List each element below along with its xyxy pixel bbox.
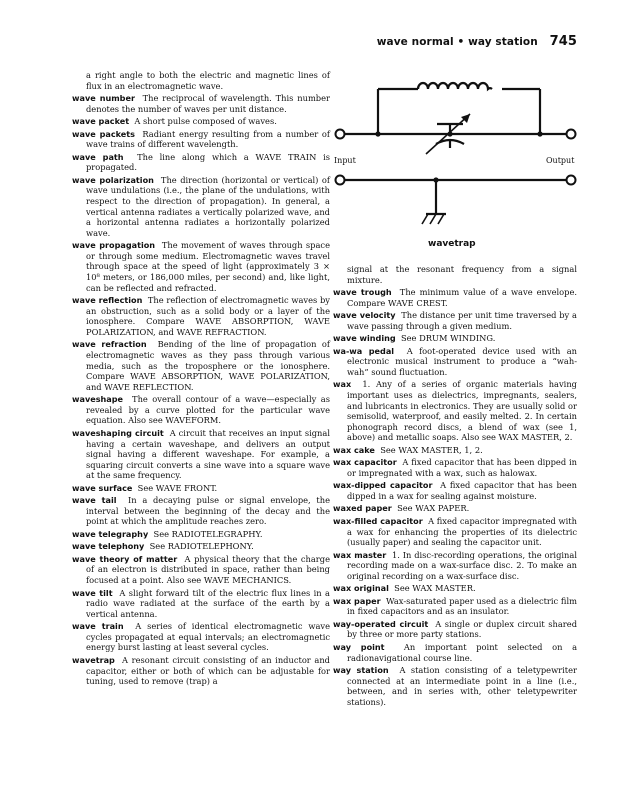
entry-definition: See WAVE FRONT. xyxy=(137,482,218,493)
figure-caption: wavetrap xyxy=(428,239,476,249)
glossary-entry xyxy=(72,175,330,239)
entry-term: wave velocity xyxy=(333,310,396,321)
glossary-entry xyxy=(333,264,577,285)
entry-term: wax-dipped capacitor xyxy=(333,480,433,491)
glossary-entry xyxy=(333,333,577,344)
entry-definition: The reciprocal of wavelength. This number denotes the number of waves per unit distance. xyxy=(86,93,330,114)
glossary-entry xyxy=(72,295,330,337)
glossary-entry xyxy=(333,583,577,594)
glossary-entry xyxy=(72,588,330,620)
entry-definition: 1. In disc-recording operations, the original recording made on a wax-surface disc. 2. To make an original recording on a wax-surface disc. xyxy=(347,549,577,581)
glossary-entry xyxy=(333,457,577,478)
entry-definition: A single or duplex circuit shared by three or more party stations. xyxy=(347,618,577,640)
entry-term: wave number xyxy=(72,93,135,104)
glossary-entry xyxy=(333,619,577,640)
left-column xyxy=(72,70,330,689)
entry-term: way-operated circuit xyxy=(333,618,429,629)
glossary-entry xyxy=(72,70,330,91)
glossary-entry xyxy=(333,516,577,548)
entry-definition: An important point selected on a radionavigational course line. xyxy=(347,641,578,663)
entry-definition: A station consisting of a teletypewriter connected at an intermediate point in a line (i.e., between, and in series with, other teletypewriter stations). xyxy=(347,665,578,707)
glossary-entry xyxy=(72,554,330,586)
entry-definition: A short pulse composed of waves. xyxy=(134,116,277,127)
entry-definition: See RADIOTELEGRAPHY. xyxy=(153,528,263,539)
junction-dot xyxy=(447,131,452,136)
entry-definition: The direction (horizontal or vertical) of wave undulations (i.e., the plane of the undulations, with respect to the direction of propagation). In general, a vertical antenna radiates a vertically polarized wave, and a horizontal antenna radiates a horizontally polarized wave. xyxy=(86,174,330,238)
header-title: wave normal • way station xyxy=(376,36,538,48)
entry-term: wax-filled capacitor xyxy=(333,515,423,526)
entry-term: wax cake xyxy=(333,444,375,455)
glossary-entry xyxy=(72,428,330,481)
glossary-entry xyxy=(333,310,577,331)
glossary-entry xyxy=(333,596,577,617)
entry-definition: See WAX MASTER, 1, 2. xyxy=(380,444,483,455)
entry-term: wax xyxy=(333,379,352,390)
glossary-entry xyxy=(72,655,330,687)
entry-definition: The overall contour of a wave—especially as revealed by a curve plotted for the particular wave equation. Also see WAVEFORM. xyxy=(86,394,331,426)
output-terminal-top xyxy=(567,130,576,139)
entry-term: wave packet xyxy=(72,116,130,127)
glossary-entry xyxy=(333,379,577,443)
entry-definition: A physical theory that the charge of an electron is distributed in space, rather than being focused at a point. Also see WAVE MECHANICS. xyxy=(86,553,330,586)
entry-term: wavetrap xyxy=(72,654,115,665)
glossary-entry xyxy=(72,394,330,426)
glossary-entry xyxy=(72,93,330,114)
entry-term: wave theory of matter xyxy=(72,553,178,564)
entry-term: wave surface xyxy=(72,482,133,493)
glossary-entry xyxy=(72,339,330,392)
entry-definition: signal at the resonant frequency from a signal mixture. xyxy=(347,264,577,285)
entry-definition: See WAX MASTER. xyxy=(394,583,476,594)
figure-output-label: Output xyxy=(546,156,575,165)
entry-definition: A fixed capacitor that has been dipped in or impregnated with a wax, such as halowax. xyxy=(347,457,577,478)
entry-definition: Bending of the line of propagation of electromagnetic waves as they pass through various media, such as the troposphere or the ionosphere. Compare WAVE ABSORPTION, WAVE POLARIZATION, and WAVE REFLECTION. xyxy=(86,339,330,392)
junction-dot xyxy=(375,131,380,136)
entry-definition: Radiant energy resulting from a number of wave trains of different wavelength. xyxy=(86,128,330,150)
entry-term: wax original xyxy=(333,583,389,594)
entry-term: wave winding xyxy=(333,333,396,344)
entry-term: way station xyxy=(333,665,389,676)
entry-term: wave trough xyxy=(333,287,392,298)
entry-definition: The movement of waves through space or through some medium. Electromagnetic waves travel through space at the speed of light (approximately 3 × 10⁸ meters, or 186,000 miles, per second) and, like light, can be reflected and refracted. xyxy=(86,240,330,293)
entry-term: wave polarization xyxy=(72,174,154,185)
entry-term: wave tilt xyxy=(72,587,113,598)
entry-term: waxed paper xyxy=(333,503,392,514)
running-header xyxy=(377,34,577,49)
entry-term: wave reflection xyxy=(72,295,143,306)
entry-definition: a right angle to both the electric and magnetic lines of flux in an electromagnetic wave. xyxy=(86,70,330,91)
entry-definition: A series of identical electromagnetic wave cycles propagated at equal intervals; an electromagnetic energy burst lasting at least several cycles. xyxy=(86,621,331,653)
entry-term: wa-wa pedal xyxy=(333,345,395,356)
glossary-entry xyxy=(333,642,577,663)
wavetrap-schematic xyxy=(330,66,580,256)
entry-definition: A resonant circuit consisting of an inductor and capacitor, either or both of which can be adjustable for tuning, used to remove (trap) a xyxy=(86,654,330,687)
entry-definition: The minimum value of a wave envelope. Compare WAVE CREST. xyxy=(347,287,578,308)
entry-term: wave tail xyxy=(72,495,117,506)
glossary-entry xyxy=(72,541,330,552)
output-terminal-bottom xyxy=(567,176,576,185)
glossary-entry xyxy=(333,665,577,707)
entry-definition: In a decaying pulse or signal envelope, the interval between the beginning of the decay and the point at which the amplitude reaches zero. xyxy=(86,495,331,527)
entry-definition: The distance per unit time traversed by a wave passing through a given medium. xyxy=(347,310,578,331)
glossary-entry xyxy=(333,346,577,378)
entry-definition: A fixed capacitor impregnated with a wax for enhancing the properties of its dielectric (usually paper) and sealing the capacitor unit. xyxy=(347,515,577,548)
entry-term: wave path xyxy=(72,151,124,162)
glossary-entry xyxy=(72,129,330,150)
junction-dot xyxy=(537,131,542,136)
glossary-entry xyxy=(72,116,330,127)
input-terminal-bottom xyxy=(336,176,345,185)
entry-definition: 1. Any of a series of organic materials having important uses as dielectrics, impregnants, sealers, and lubricants in electronics. They are usually solid or semisolid, waterproof, and easily melted. 2. In certain phonograph record discs, a blend of wax (see 1, above) and metallic soaps. Also see WAX MASTER, 2. xyxy=(347,379,577,443)
entry-definition: The reflection of electromagnetic waves by an obstruction, such as a solid body or a layer of the ionosphere. Compare WAVE ABSORPTION, WAVE POLARIZATION, and WAVE REFRACTION. xyxy=(86,295,330,337)
entry-term: wax paper xyxy=(333,595,381,606)
figure-input-label: Input xyxy=(334,156,356,165)
junction-dot xyxy=(433,177,438,182)
entry-term: wave telephony xyxy=(72,541,145,552)
entry-term: wave propagation xyxy=(72,240,156,251)
entry-definition: See WAX PAPER. xyxy=(397,503,470,514)
page-number: 745 xyxy=(549,34,577,49)
glossary-entry xyxy=(333,480,577,501)
entry-term: waveshape xyxy=(72,394,124,405)
glossary-entry xyxy=(72,529,330,540)
entry-term: waveshaping circuit xyxy=(72,427,164,438)
entry-term: wave refraction xyxy=(72,339,147,350)
entry-term: wave train xyxy=(72,621,124,632)
entry-term: way point xyxy=(333,641,385,652)
entry-definition: See RADIOTELEPHONY. xyxy=(149,541,254,552)
input-terminal-top xyxy=(336,130,345,139)
entry-definition: A foot-operated device used with an electronic musical instrument to produce a “wah-wah” sound fluctuation. xyxy=(347,345,577,377)
entry-definition: A fixed capacitor that has been dipped in a wax for sealing against moisture. xyxy=(347,480,577,501)
entry-term: wave telegraphy xyxy=(72,528,149,539)
glossary-entry xyxy=(333,503,577,514)
entry-definition: A circuit that receives an input signal having a certain waveshape, and delivers an output signal having a different waveshape. For example, a squaring circuit converts a sine wave into a square wave at the same frequency. xyxy=(86,427,331,481)
glossary-entry xyxy=(72,152,330,173)
entry-term: wave packets xyxy=(72,128,135,139)
inductor-coil xyxy=(418,83,492,89)
entry-definition: A slight forward tilt of the electric flux lines in a radio wave radiated at the surface of the earth by a vertical antenna. xyxy=(86,587,330,619)
glossary-entry xyxy=(333,550,577,582)
glossary-entry xyxy=(333,445,577,456)
entry-definition: See DRUM WINDING. xyxy=(400,333,496,344)
glossary-entry xyxy=(333,287,577,308)
entry-term: wax capacitor xyxy=(333,457,397,468)
entry-definition: The line along which a WAVE TRAIN is propagated. xyxy=(86,151,330,173)
entry-definition: Wax-saturated paper used as a dielectric film in fixed capacitors and as an insulator. xyxy=(347,595,577,617)
glossary-entry xyxy=(72,495,330,527)
entry-term: wax master xyxy=(333,549,387,560)
right-column xyxy=(333,264,577,709)
glossary-entry xyxy=(72,240,330,293)
glossary-entry xyxy=(72,483,330,494)
glossary-entry xyxy=(72,621,330,653)
